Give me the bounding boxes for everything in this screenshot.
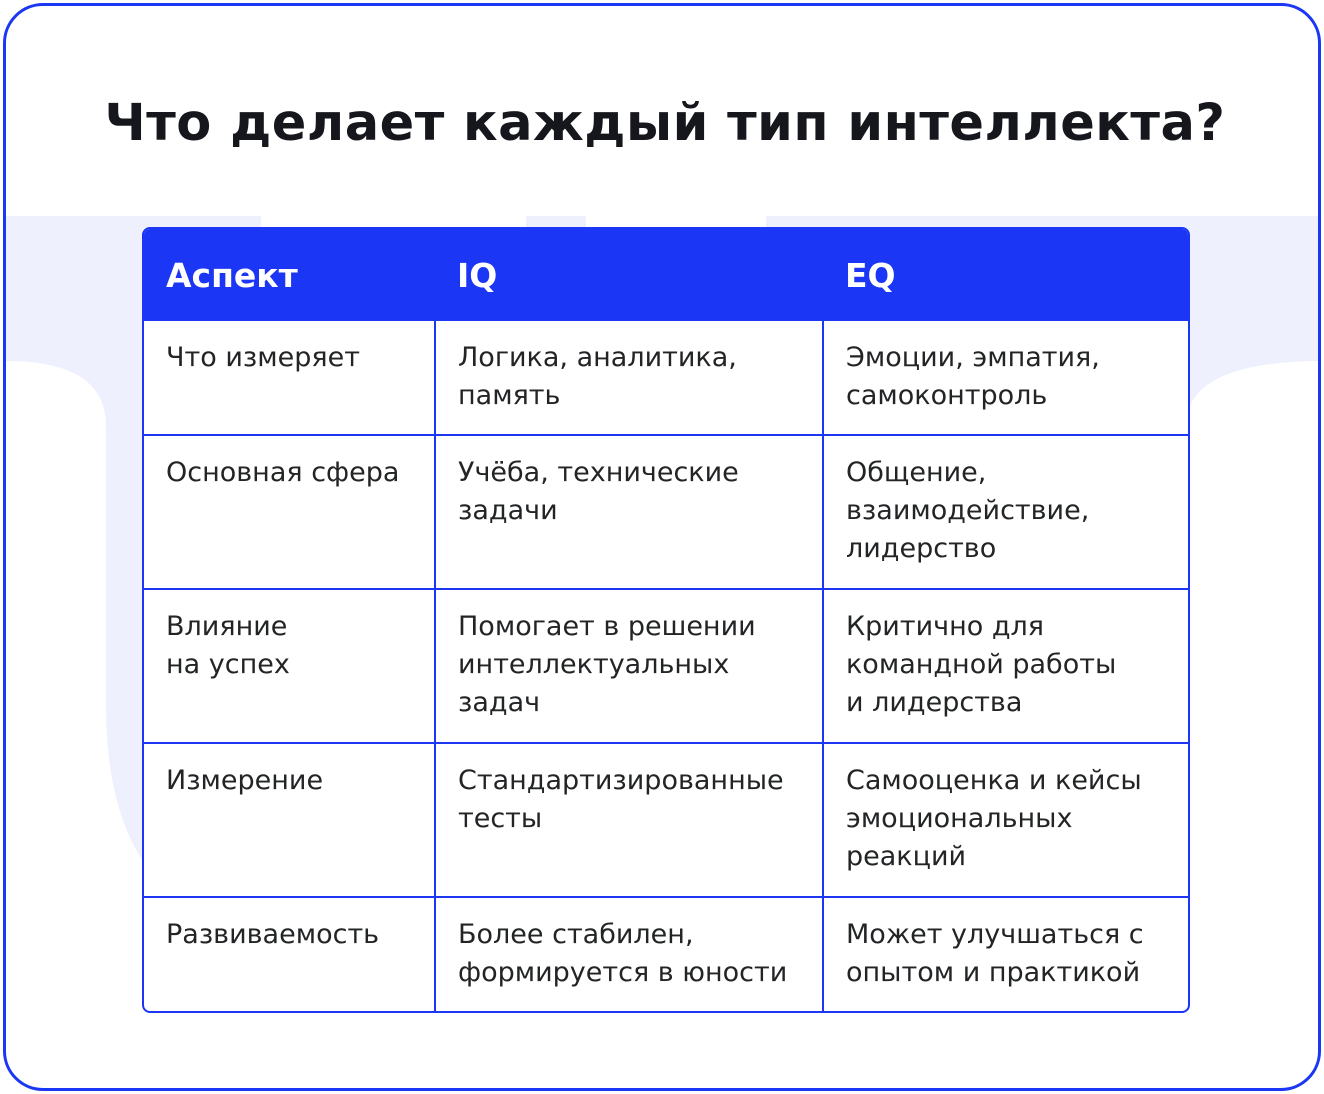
table-row <box>144 321 1188 435</box>
iq-cell: Помогает в решении интеллектуальных задач <box>435 589 823 743</box>
eq-cell: Самооценка и кейсы эмоциональных реакций <box>823 743 1188 897</box>
iq-cell: Стандартизированные тесты <box>435 743 823 897</box>
comparison-table <box>142 227 1190 1013</box>
iq-cell: Более стабилен, формируется в юности <box>435 897 823 1011</box>
table-header-row <box>144 229 1188 321</box>
iq-cell: Учёба, технические задачи <box>435 435 823 589</box>
header-aspect: Аспект <box>144 229 435 321</box>
table-row <box>144 435 1188 589</box>
eq-cell: Критично для командной работы и лидерства <box>823 589 1188 743</box>
header-iq: IQ <box>435 229 823 321</box>
aspect-cell: Развиваемость <box>144 897 435 1011</box>
eq-cell: Может улучшаться с опытом и практикой <box>823 897 1188 1011</box>
eq-cell: Эмоции, эмпатия, самоконтроль <box>823 321 1188 435</box>
aspect-cell: Влияние на успех <box>144 589 435 743</box>
table-row <box>144 897 1188 1011</box>
table-row <box>144 589 1188 743</box>
page-title: Что делает каждый тип интеллекта? <box>104 94 1226 153</box>
aspect-cell: Измерение <box>144 743 435 897</box>
aspect-cell: Основная сфера <box>144 435 435 589</box>
table-row <box>144 743 1188 897</box>
aspect-cell: Что измеряет <box>144 321 435 435</box>
iq-cell: Логика, аналитика, память <box>435 321 823 435</box>
header-eq: EQ <box>823 229 1188 321</box>
card-frame <box>3 3 1321 1091</box>
eq-cell: Общение, взаимодействие, лидерство <box>823 435 1188 589</box>
